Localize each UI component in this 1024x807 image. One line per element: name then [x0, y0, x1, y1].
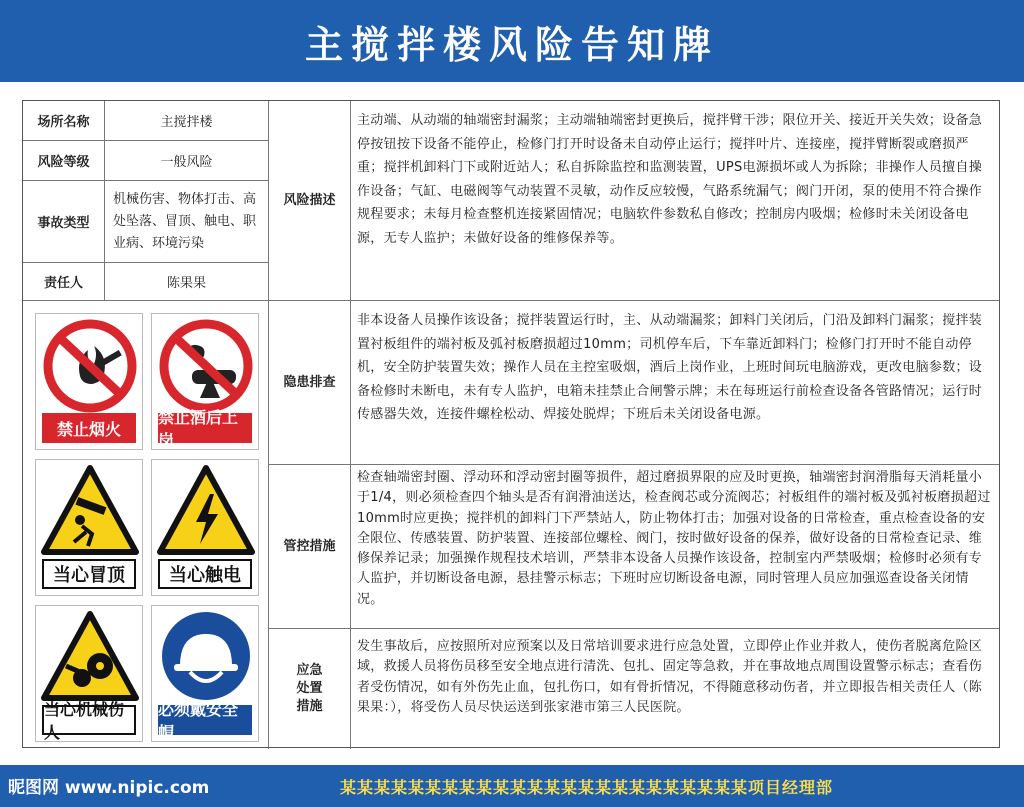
no-drinking-icon	[152, 314, 260, 414]
page-title: 主搅拌楼风险告知牌	[304, 22, 719, 67]
sign-falling-roof	[35, 459, 143, 596]
sign-no-fire	[35, 313, 143, 450]
machinery-injury-warning-icon	[36, 606, 144, 706]
title-banner	[0, 0, 1024, 82]
level-value: 一般风险	[105, 141, 269, 181]
risk-label: 风险描述	[269, 101, 351, 301]
accident-label: 事故类型	[23, 181, 105, 263]
falling-roof-warning-icon	[36, 460, 144, 560]
sign-machinery-injury	[35, 605, 143, 742]
person-label: 责任人	[23, 263, 105, 301]
sign-helmet-required	[151, 605, 259, 742]
sign-caption: 当心机械伤人	[42, 705, 136, 735]
place-label: 场所名称	[23, 101, 105, 141]
risk-board	[22, 100, 1000, 748]
no-fire-icon	[36, 314, 144, 414]
project-manager-text: 某某某某某某某某某某某某某某某某某某某某某某某某项目经理部	[340, 778, 834, 797]
control-text: 检查轴端密封圈、浮动环和浮动密封圈等损件，超过磨损界限的应及时更换，轴端密封润滑脂每天消耗量小于1/4，则必须检查四个轴头是否有润滑油送达，检查阀芯或分流阀芯；衬板组件的端衬板及弧衬板磨损超过10mm时应更换；搅拌机的卸料门下严禁站人，防止物体打击；加强对设备的日常检查，重点检查设备的安全限位、传感装置、防护装置、连接部位螺栓、阀门，按时做好设备的保养，做好设备的日常检查记录、维修保养记录；加强操作规程技术培训，严禁非本设备人员操作该设备，控制室内严禁吸烟；检修时必须有专人监护，并切断设备电源，悬挂警示标志；下班时应切断设备电源，同时管理人员应加强巡查设备关闭情况。	[351, 465, 999, 629]
sign-no-drinking	[151, 313, 259, 450]
helmet-required-icon	[152, 606, 260, 706]
watermark: 昵图网 www.nipic.com	[8, 778, 210, 798]
emergency-label: 应急处置措施	[269, 629, 351, 749]
footer-bar	[0, 765, 1024, 807]
sign-caption: 当心冒顶	[42, 559, 136, 589]
control-label: 管控措施	[269, 465, 351, 629]
electric-shock-warning-icon	[152, 460, 260, 560]
sign-electric-shock	[151, 459, 259, 596]
level-label: 风险等级	[23, 141, 105, 181]
hazard-text: 非本设备人员操作该设备；搅拌装置运行时，主、从动端漏浆；卸料门关闭后，门沿及卸料门漏浆；搅拌装置衬板组件的端衬板及弧衬板磨损超过10mm；司机停车后，下车靠近卸料门；检修门打开时不能自动停机，安全防护装置失效；操作人员在主控室吸烟，酒后上岗作业，上班时间玩电脑游戏，更改电脑参数；设备检修时未断电，未有专人监护，电箱未挂禁止合闸警示牌；未在每班运行前检查设备各管路情况；运行时传感器失效，连接件螺栓松动、焊接处脱焊；下班后未关闭设备电源。	[351, 301, 999, 465]
risk-text: 主动端、从动端的轴端密封漏浆；主动端轴端密封更换后，搅拌臂干涉；限位开关、接近开关失效；设备急停按钮按下设备不能停止，检修门打开时设备未自动停止运行；搅拌叶片、连接座，搅拌臂断裂或磨损严重；搅拌机卸料门下或附近站人；私自拆除监控和监测装置，UPS电源损坏或人为拆除；非操作人员擅自操作设备；气缸、电磁阀等气动装置不灵敏，动作反应较慢，气路系统漏气；阀门开闭，泵的使用不符合操作规程要求；未每月检查整机连接紧固情况；电脑软件参数私自修改；控制房内吸烟；检修时未关闭设备电源，无专人监护；未做好设备的维修保养等。	[351, 101, 999, 301]
signs-panel	[23, 301, 269, 749]
sign-caption: 当心触电	[158, 559, 252, 589]
place-value: 主搅拌楼	[105, 101, 269, 141]
emergency-text: 发生事故后，应按照所对应预案以及日常培训要求进行应急处置，立即停止作业并救人，使伤者脱离危险区域，救援人员将伤员移至安全地点进行清洗、包扎、固定等急救，并在事故地点周围设置警示标志；查看伤者受伤情况，如有外伤先止血，包扎伤口，如有骨折情况，不得随意移动伤者，并立即报告相关责任人（陈果果：），将受伤人员尽快运送到张家港市第三人民医院。	[357, 639, 983, 715]
sign-caption: 必须戴安全帽	[158, 705, 252, 735]
sign-caption: 禁止酒后上岗	[158, 413, 252, 443]
sign-caption: 禁止烟火	[42, 413, 136, 443]
accident-value: 机械伤害、物体打击、高处坠落、冒顶、触电、职业病、环境污染	[105, 181, 269, 263]
hazard-label: 隐患排查	[269, 301, 351, 465]
person-value: 陈果果	[105, 263, 269, 301]
